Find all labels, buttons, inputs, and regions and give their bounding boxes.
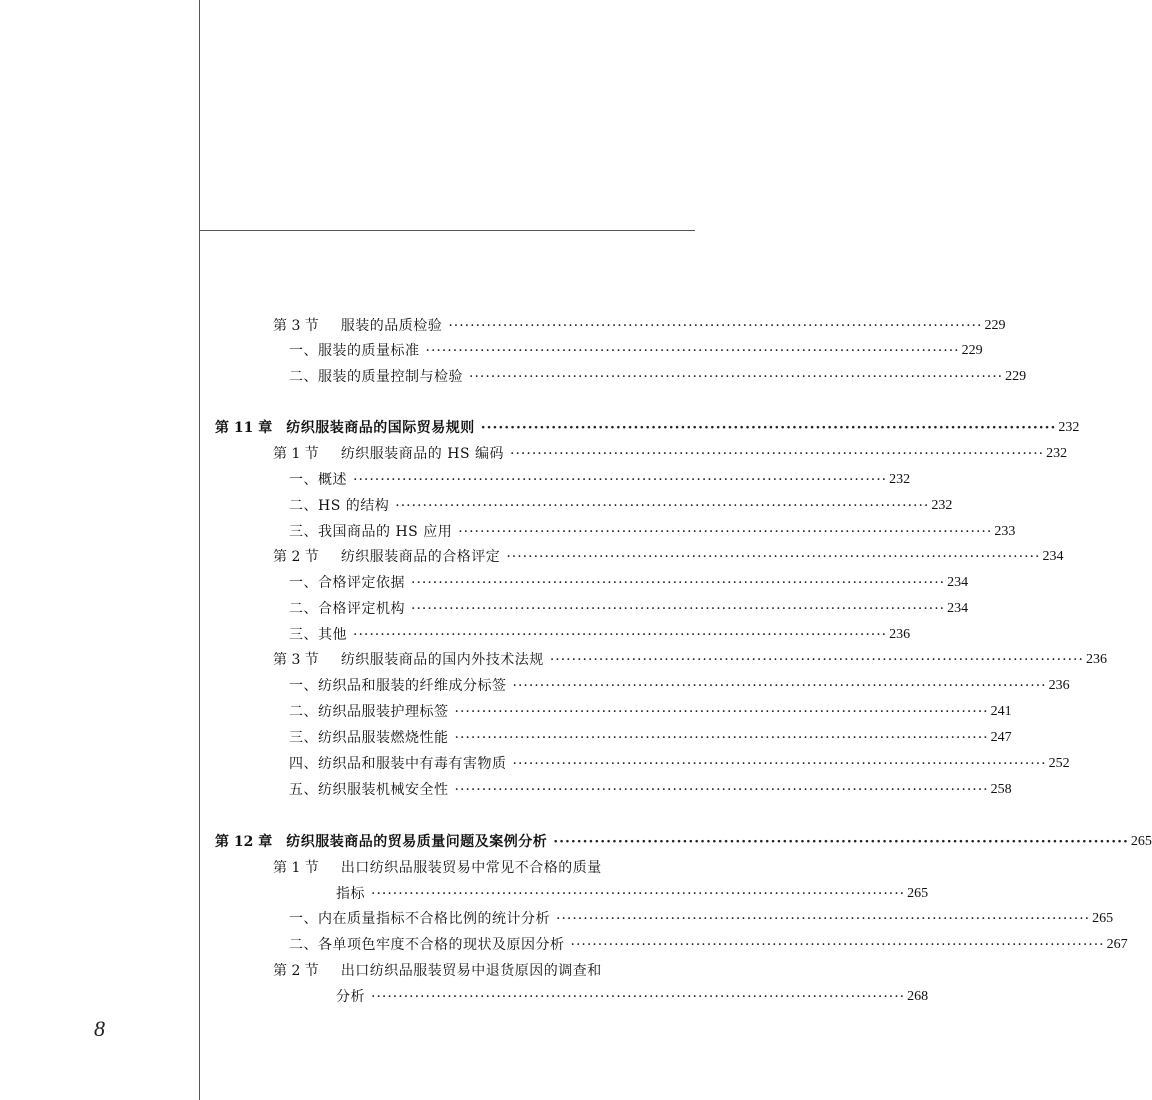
chapter-title: 纺织服装商品的国际贸易规则	[286, 420, 475, 436]
toc-section-11-1[interactable]	[273, 441, 1068, 463]
leader-dots: ··································································································	[458, 524, 993, 540]
page-ref: 232	[1046, 446, 1068, 461]
leader-dots: ··································································································	[512, 756, 1047, 772]
page-ref: 265	[907, 886, 929, 901]
leader-dots: ··································································································	[353, 627, 888, 643]
toc-subsection-11-1-2[interactable]	[289, 493, 953, 515]
page-ref: 236	[1085, 652, 1107, 667]
page-ref: 267	[1106, 937, 1128, 952]
section-title: 纺织服装商品的国内外技术法规	[340, 652, 544, 668]
page-number: 8	[94, 1016, 105, 1041]
page-ref: 233	[994, 524, 1016, 539]
chapter-label: 第 11 章	[215, 420, 273, 436]
toc-subsection-12-1-2[interactable]	[289, 932, 1128, 954]
leader-dots: ··································································································	[512, 678, 1047, 694]
section-title: 纺织服装商品的 HS 编码	[340, 446, 505, 462]
page-ref: 234	[947, 601, 969, 616]
leader-dots: ··································································································	[353, 472, 888, 488]
toc-subsection-11-2-3[interactable]	[289, 622, 911, 644]
toc-section-12-1[interactable]	[273, 855, 695, 877]
horizontal-header-rule	[199, 230, 695, 231]
toc-subsection-11-3-3[interactable]	[289, 725, 1012, 747]
subsection-title: 二、服装的质量控制与检验	[289, 369, 463, 385]
leader-dots: ··································································································	[425, 343, 960, 359]
section-title: 服装的品质检验	[340, 318, 443, 334]
page-ref: 265	[1092, 911, 1114, 926]
page-ref: 232	[931, 498, 953, 513]
toc-subsection-11-2-1[interactable]	[289, 570, 969, 592]
section-title-line2: 指标	[336, 886, 365, 902]
toc-section-12-2[interactable]	[273, 958, 695, 980]
section-label: 第 2 节	[273, 549, 319, 565]
toc-subsection-10-3-2[interactable]	[289, 364, 1027, 386]
subsection-title: 一、服装的质量标准	[289, 343, 420, 359]
section-title-line1: 出口纺织品服装贸易中常见不合格的质量	[340, 860, 602, 876]
chapter-label: 第 12 章	[215, 834, 273, 850]
subsection-title: 二、合格评定机构	[289, 601, 405, 617]
vertical-margin-rule	[199, 0, 200, 1100]
toc-subsection-11-2-2[interactable]	[289, 596, 969, 618]
toc-section-12-1-cont[interactable]	[336, 881, 929, 903]
section-title: 纺织服装商品的合格评定	[340, 549, 501, 565]
subsection-title: 一、合格评定依据	[289, 575, 405, 591]
toc-subsection-11-3-5[interactable]	[289, 777, 1012, 799]
toc-subsection-11-3-2[interactable]	[289, 699, 1012, 721]
subsection-title: 二、纺织品服装护理标签	[289, 704, 449, 720]
leader-dots: ··································································································	[506, 549, 1041, 565]
toc-subsection-11-1-3[interactable]	[289, 519, 1016, 541]
page-ref: 265	[1130, 834, 1152, 849]
subsection-title: 三、我国商品的 HS 应用	[289, 524, 453, 540]
leader-dots: ··································································································	[556, 911, 1091, 927]
page-ref: 252	[1048, 756, 1070, 771]
toc-subsection-11-3-1[interactable]	[289, 673, 1070, 695]
page-ref: 232	[889, 472, 911, 487]
page-ref: 229	[1005, 369, 1027, 384]
page-ref: 258	[990, 782, 1012, 797]
leader-dots: ··································································································	[510, 446, 1045, 462]
toc-section-12-2-cont[interactable]	[336, 984, 929, 1006]
section-label: 第 1 节	[273, 860, 319, 876]
toc-chapter-12[interactable]	[215, 829, 1152, 851]
leader-dots: ··································································································	[371, 886, 906, 902]
page-ref: 247	[990, 730, 1012, 745]
leader-dots: ··································································································	[448, 318, 983, 334]
subsection-title: 三、纺织品服装燃烧性能	[289, 730, 449, 746]
leader-dots: ··································································································	[553, 834, 1129, 850]
subsection-title: 三、其他	[289, 627, 347, 643]
leader-dots: ··································································································	[371, 989, 906, 1005]
leader-dots: ··································································································	[469, 369, 1004, 385]
page-ref: 236	[889, 627, 911, 642]
toc-subsection-10-3-1[interactable]	[289, 338, 983, 360]
leader-dots: ··································································································	[454, 730, 989, 746]
page-ref: 229	[961, 343, 983, 358]
subsection-title: 一、概述	[289, 472, 347, 488]
toc-subsection-11-3-4[interactable]	[289, 751, 1070, 773]
leader-dots: ··································································································	[395, 498, 930, 514]
subsection-title: 一、纺织品和服装的纤维成分标签	[289, 678, 507, 694]
page-ref: 234	[947, 575, 969, 590]
toc-subsection-11-1-1[interactable]	[289, 467, 911, 489]
leader-dots: ··································································································	[549, 652, 1084, 668]
subsection-title: 四、纺织品和服装中有毒有害物质	[289, 756, 507, 772]
section-title-line2: 分析	[336, 989, 365, 1005]
chapter-title: 纺织服装商品的贸易质量问题及案例分析	[286, 834, 548, 850]
toc-chapter-11[interactable]	[215, 415, 1080, 437]
page-ref: 236	[1048, 678, 1070, 693]
toc-section-11-3[interactable]	[273, 647, 1107, 669]
leader-dots: ··································································································	[454, 782, 989, 798]
leader-dots: ··································································································	[454, 704, 989, 720]
subsection-title: 一、内在质量指标不合格比例的统计分析	[289, 911, 550, 927]
section-title-line1: 出口纺织品服装贸易中退货原因的调查和	[340, 963, 602, 979]
subsection-title: 二、HS 的结构	[289, 498, 390, 514]
section-label: 第 2 节	[273, 963, 319, 979]
leader-dots: ··································································································	[570, 937, 1105, 953]
leader-dots: ··································································································	[411, 575, 946, 591]
page-ref: 229	[984, 318, 1006, 333]
subsection-title: 五、纺织服装机械安全性	[289, 782, 449, 798]
page-ref: 234	[1042, 549, 1064, 564]
section-label: 第 3 节	[273, 318, 319, 334]
page-ref: 268	[907, 989, 929, 1004]
leader-dots: ··································································································	[480, 420, 1057, 436]
toc-section-10-3[interactable]	[273, 313, 1006, 335]
section-label: 第 1 节	[273, 446, 319, 462]
leader-dots: ··································································································	[411, 601, 946, 617]
subsection-title: 二、各单项色牢度不合格的现状及原因分析	[289, 937, 565, 953]
page-ref: 241	[990, 704, 1012, 719]
section-label: 第 3 节	[273, 652, 319, 668]
toc-subsection-12-1-1[interactable]	[289, 906, 1114, 928]
toc-section-11-2[interactable]	[273, 544, 1064, 566]
page-ref: 232	[1058, 420, 1080, 435]
